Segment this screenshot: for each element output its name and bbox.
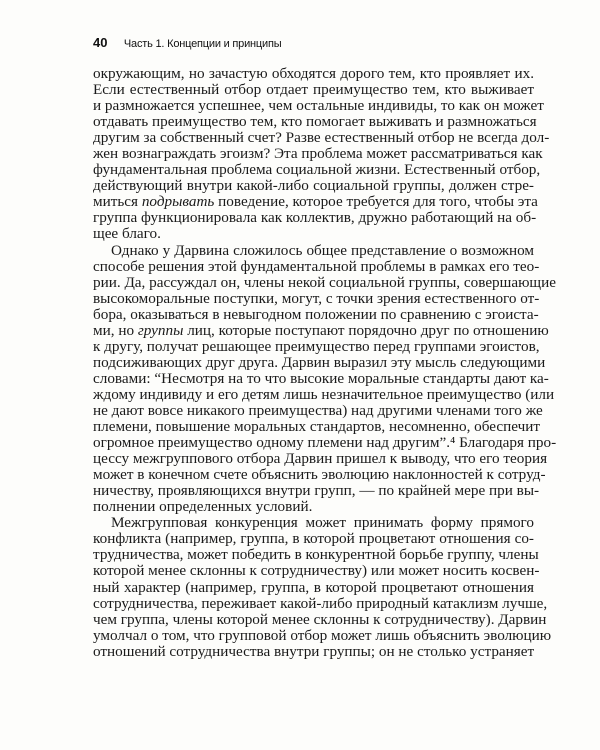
text-line — [93, 145, 543, 163]
text-line — [93, 580, 534, 596]
text-line — [93, 273, 556, 291]
line-text: окружающим, но зачастую обходятся дорого тем, кто проявляет их. — [93, 65, 534, 82]
line-text: ждому индивиду и его детям лишь незначительное преимущество (или — [93, 385, 555, 403]
text-line — [93, 66, 534, 82]
line-text: способе решения этой фундаментальной проблемы в рамках его тео- — [93, 257, 540, 275]
line-text: племени, повышение моральных стандартов, несомненно, обеспечит — [93, 418, 541, 436]
text-line — [93, 289, 540, 307]
line-text: словами: “Несмотря на то что высокие моральные стандарты дают ка- — [93, 369, 549, 387]
text-line — [93, 257, 540, 275]
text-line — [93, 113, 537, 131]
text-line — [93, 594, 548, 612]
page-number: 40 — [93, 35, 108, 50]
line-text: лиц, которые поступают порядочно друг по отношению — [183, 321, 549, 339]
line-text: фундаментальная проблема социальной жизни. Естественный отбор, — [93, 161, 541, 179]
text-line — [93, 562, 540, 580]
text-line — [93, 305, 539, 323]
line-text: бора, оказываться в невыгодном положении по сравнению с эгоиста- — [93, 305, 539, 323]
text-line — [93, 610, 547, 628]
line-text: щее благо. — [93, 225, 161, 243]
line-text: которой менее склонны к сотрудничеству) или может носить косвен- — [93, 562, 540, 580]
line-text: ный характер (например, группа, в которой процветают отношения — [93, 578, 534, 596]
line-text: может в конечном счете объяснить эволюцию наклонностей к сотруд- — [93, 466, 546, 484]
text-line — [93, 97, 544, 115]
line-text: огромное преимущество одному племени над другим”.⁴ Благодаря про- — [93, 434, 557, 452]
line-text: миться — [93, 193, 142, 211]
emphasized-word: группы — [137, 321, 184, 339]
text-line — [93, 546, 539, 564]
line-text: действующий внутри какой-либо социальной группы, должен стре- — [93, 177, 534, 195]
line-text: умолчал о том, что групповой отбор может лишь объяснить эволюцию — [93, 626, 552, 644]
text-line — [93, 226, 534, 242]
text-line — [93, 129, 550, 147]
text-line — [93, 369, 549, 387]
line-text: жен вознаграждать эгоизм? Эта проблема может рассматриваться как — [93, 145, 543, 163]
line-text: чем группа, члены которой менее склонны к сотрудничеству). Дарвин — [93, 610, 547, 628]
text-line — [93, 82, 534, 98]
line-text: подсиживающих друг друга. Дарвин выразил эту мысль следующими — [93, 353, 546, 371]
running-header — [93, 34, 281, 52]
line-text: сотрудничества, переживает какой-либо природный катаклизм лучше, — [93, 594, 548, 612]
text-line — [93, 385, 555, 403]
text-line — [93, 515, 534, 531]
text-line — [93, 466, 546, 484]
text-line — [93, 450, 548, 468]
text-line — [93, 401, 543, 419]
line-text: высокоморальные поступки, могут, с точки зрения естественного от- — [93, 289, 540, 307]
running-title: Часть 1. Концепции и принципы — [123, 38, 282, 50]
text-line — [93, 531, 534, 547]
text-line — [93, 626, 552, 644]
line-text: поведение, которое требуется для того, чтобы эта — [214, 193, 538, 211]
line-text: не дают вовсе никакого преимущества) над другими членами того же — [93, 401, 543, 419]
text-line — [93, 434, 557, 452]
text-line — [93, 178, 534, 194]
text-line — [93, 193, 538, 211]
line-text: Если естественный отбор отдает преимущество тем, кто выживает — [93, 81, 534, 99]
line-text: трудничества, может победить в конкурентной борьбе группу, члены — [93, 546, 539, 564]
line-text: конфликта (например, группа, в которой процветают отношения со- — [93, 530, 534, 548]
text-line — [93, 482, 540, 500]
line-text: ничеству, проявляющихся внутри групп, — по крайней мере при вы- — [93, 482, 540, 500]
text-line — [93, 418, 541, 436]
emphasized-word: подрывать — [141, 193, 215, 211]
line-text: другим за собственный счет? Разве естественный отбор не всегда дол- — [93, 129, 550, 147]
line-text: ми, но — [93, 321, 138, 339]
text-line — [93, 321, 549, 339]
line-text: цессу межгруппового отбора Дарвин пришел к выводу, что его теория — [93, 450, 548, 468]
line-text: Однако у Дарвина сложилось общее представление о возможном — [111, 241, 534, 259]
text-line — [93, 209, 537, 227]
text-line — [93, 161, 541, 179]
line-text: группа функционировала как коллектив, дружно работающий на об- — [93, 209, 537, 227]
line-text: отношений сотрудничества внутри группы; он не столько устраняет — [93, 642, 535, 660]
body-text — [93, 65, 557, 660]
text-line — [93, 337, 540, 355]
text-line — [93, 499, 534, 515]
line-text: отдавать преимущество тем, кто помогает выживать и размножаться — [93, 113, 537, 131]
text-line — [93, 243, 534, 259]
line-text: и размножается успешнее, чем остальные индивиды, то как он может — [93, 97, 544, 115]
line-text: рии. Да, рассуждал он, члены некой социальной группы, совершающие — [93, 273, 556, 291]
line-text: Межгрупповая конкуренция может принимать форму прямого — [111, 514, 534, 532]
text-line — [93, 353, 546, 371]
line-text: к другу, получат решающее преимущество перед группами эгоистов, — [93, 337, 540, 355]
line-text: полнении определенных условий. — [93, 498, 313, 516]
text-line — [93, 644, 534, 660]
